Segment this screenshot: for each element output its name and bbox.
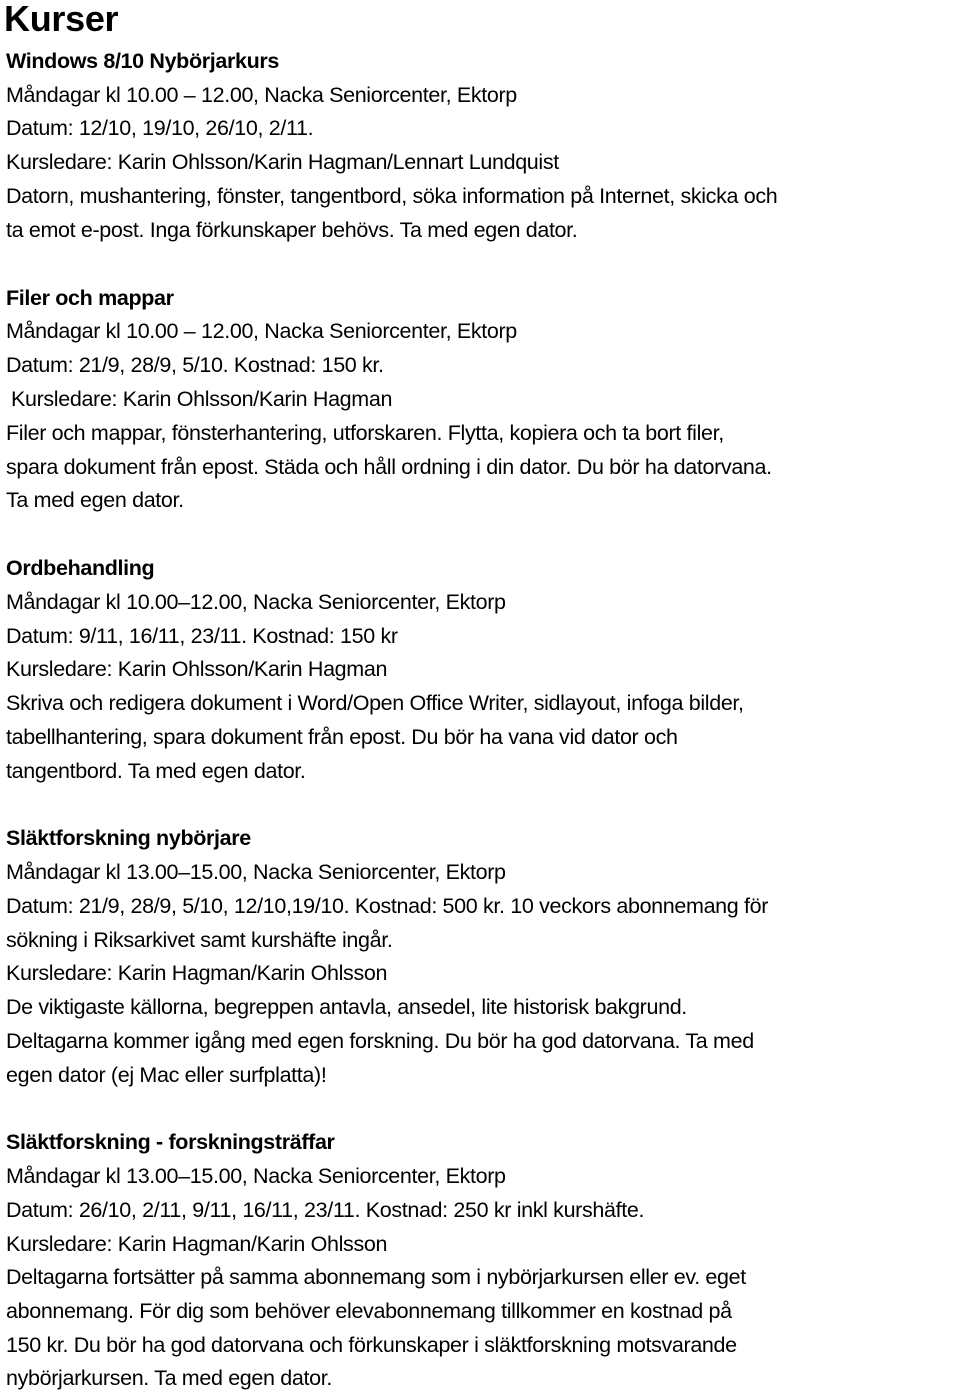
course-description-line: Datorn, mushantering, fönster, tangentbord, söka information på Internet, skicka och [6, 184, 778, 208]
course-dates: Datum: 21/9, 28/9, 5/10. Kostnad: 150 kr. [6, 353, 384, 377]
course-schedule: Måndagar kl 10.00 – 12.00, Nacka Seniorcenter, Ektorp [6, 319, 517, 343]
course-description-line: tangentbord. Ta med egen dator. [6, 759, 306, 783]
course-description-line: De viktigaste källorna, begreppen antavla, ansedel, lite historisk bakgrund. [6, 995, 687, 1019]
page-title: Kurser [4, 0, 119, 39]
course-dates-continued: sökning i Riksarkivet samt kurshäfte ingår. [6, 928, 393, 952]
course-description-line: Ta med egen dator. [6, 488, 184, 512]
course-instructors: Kursledare: Karin Ohlsson/Karin Hagman [11, 387, 393, 411]
course-description-line: egen dator (ej Mac eller surfplatta)! [6, 1063, 327, 1087]
course-description-line: 150 kr. Du bör ha god datorvana och förkunskaper i släktforskning motsvarande [6, 1333, 737, 1357]
course-schedule: Måndagar kl 13.00–15.00, Nacka Seniorcenter, Ektorp [6, 860, 506, 884]
course-title: Släktforskning nybörjare [6, 826, 251, 850]
course-dates: Datum: 12/10, 19/10, 26/10, 2/11. [6, 116, 314, 140]
course-instructors: Kursledare: Karin Hagman/Karin Ohlsson [6, 1232, 388, 1256]
course-schedule: Måndagar kl 10.00–12.00, Nacka Seniorcenter, Ektorp [6, 590, 506, 614]
course-description-line: abonnemang. För dig som behöver elevabonnemang tillkommer en kostnad på [6, 1299, 732, 1323]
course-title: Ordbehandling [6, 556, 155, 580]
course-dates: Datum: 9/11, 16/11, 23/11. Kostnad: 150 kr [6, 624, 398, 648]
course-schedule: Måndagar kl 10.00 – 12.00, Nacka Seniorcenter, Ektorp [6, 83, 517, 107]
course-dates: Datum: 21/9, 28/9, 5/10, 12/10,19/10. Kostnad: 500 kr. 10 veckors abonnemang för [6, 894, 769, 918]
course-instructors: Kursledare: Karin Hagman/Karin Ohlsson [6, 961, 388, 985]
course-description-line: Deltagarna fortsätter på samma abonnemang som i nybörjarkursen eller ev. eget [6, 1265, 746, 1289]
course-instructors: Kursledare: Karin Ohlsson/Karin Hagman [6, 657, 388, 681]
course-description-line: ta emot e-post. Inga förkunskaper behövs. Ta med egen dator. [6, 218, 578, 242]
course-description-line: spara dokument från epost. Städa och håll ordning i din dator. Du bör ha datorvana. [6, 455, 772, 479]
course-description-line: Deltagarna kommer igång med egen forskning. Du bör ha god datorvana. Ta med [6, 1029, 754, 1053]
course-schedule: Måndagar kl 13.00–15.00, Nacka Seniorcenter, Ektorp [6, 1164, 506, 1188]
course-description-line: Skriva och redigera dokument i Word/Open Office Writer, sidlayout, infoga bilder, [6, 691, 744, 715]
course-dates: Datum: 26/10, 2/11, 9/11, 16/11, 23/11. Kostnad: 250 kr inkl kurshäfte. [6, 1198, 645, 1222]
course-description-line: Filer och mappar, fönsterhantering, utforskaren. Flytta, kopiera och ta bort filer, [6, 421, 724, 445]
course-title: Windows 8/10 Nybörjarkurs [6, 49, 280, 73]
course-instructors: Kursledare: Karin Ohlsson/Karin Hagman/Lennart Lundquist [6, 150, 559, 174]
course-description-line: nybörjarkursen. Ta med egen dator. [6, 1366, 332, 1390]
course-title: Filer och mappar [6, 286, 174, 310]
course-description-line: tabellhantering, spara dokument från epost. Du bör ha vana vid dator och [6, 725, 678, 749]
course-title: Släktforskning - forskningsträffar [6, 1130, 335, 1154]
